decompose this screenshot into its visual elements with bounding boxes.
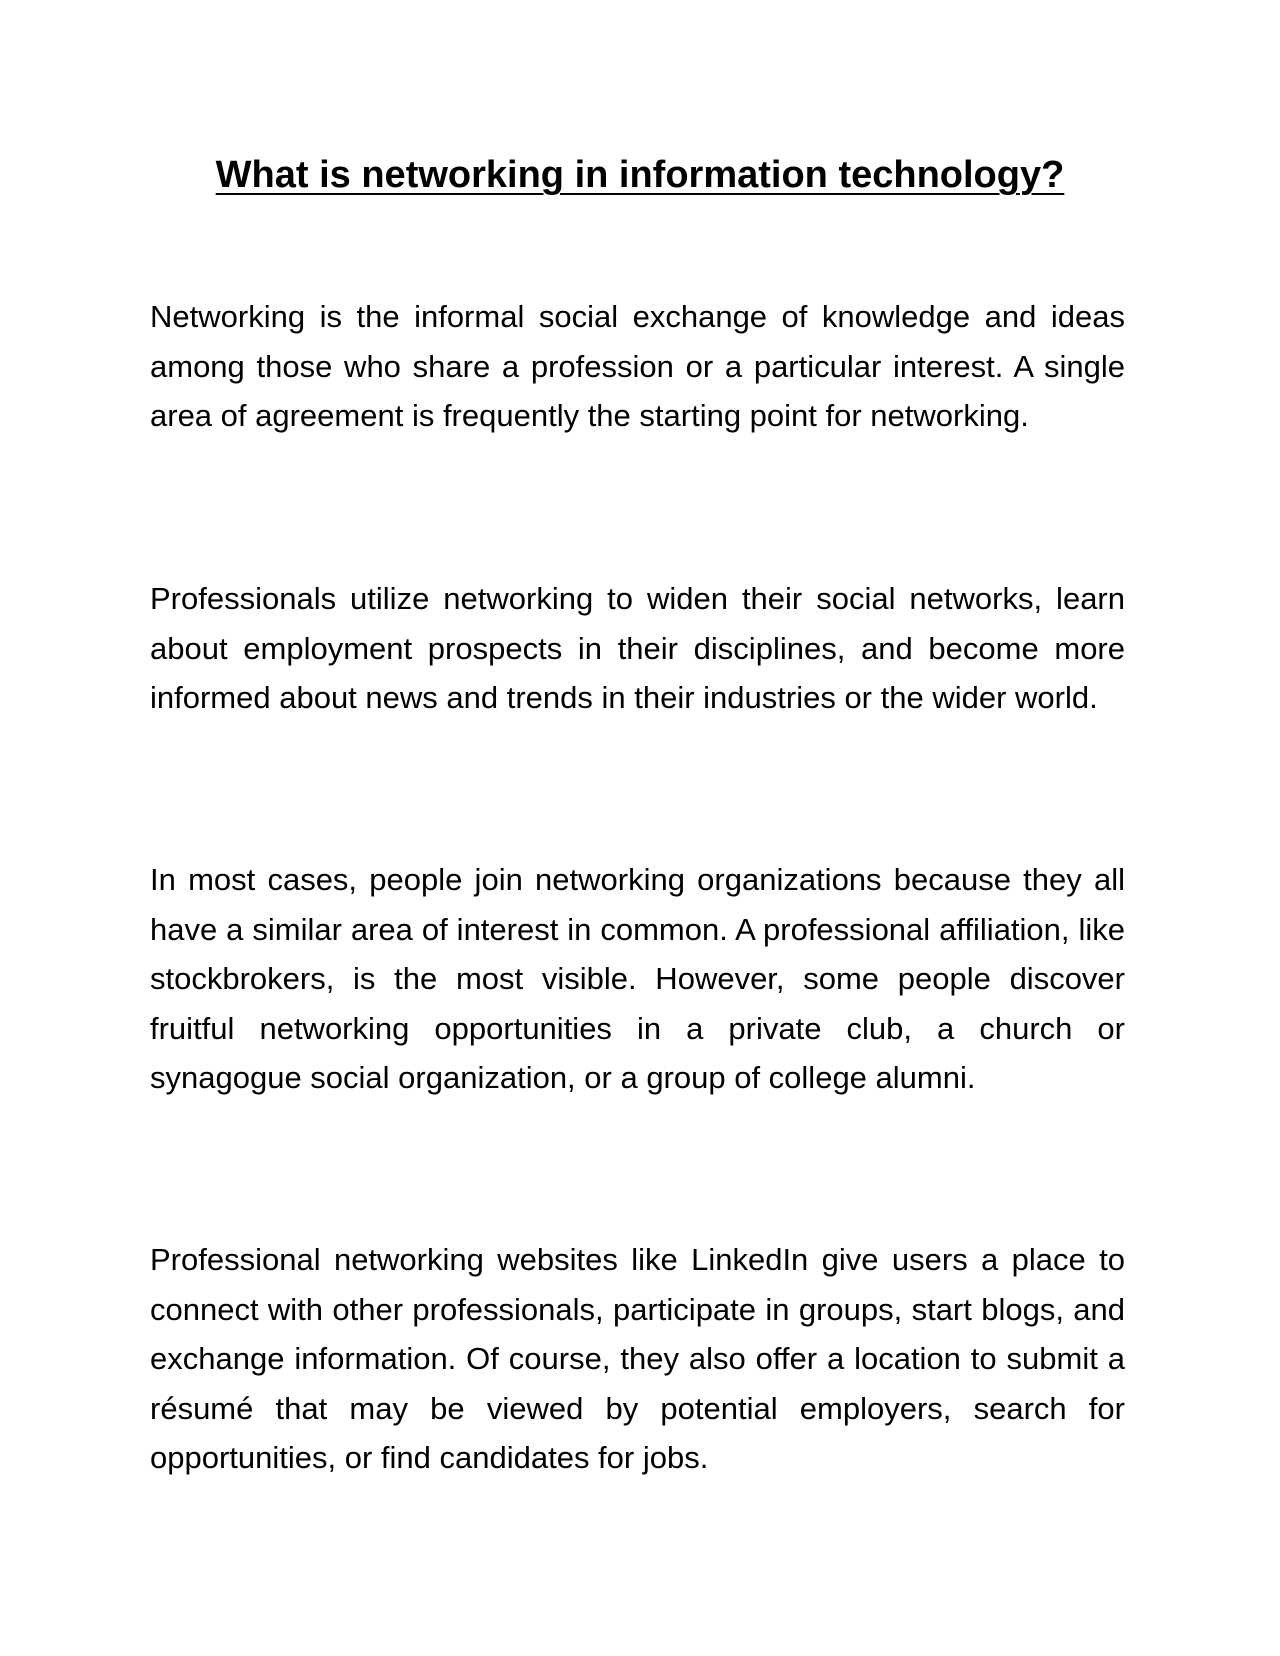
paragraph-networking-websites: Professional networking websites like LinkedIn give users a place to connect with other professionals, participate in groups, start blogs, and exchange information. Of course, they also offer a location to submit a résumé that may be viewed by potential employers, search for opportunities, or find candidates for jobs.: [150, 1242, 1125, 1475]
paragraph-networking-organizations: In most cases, people join networking organizations because they all have a similar area of interest in common. A professional affiliation, like stockbrokers, is the most visible. However, some people discover fruitful networking opportunities in a private club, a church or synagogue social organization, or a group of college alumni.: [150, 862, 1125, 1095]
paragraph-networking-definition: Networking is the informal social exchange of knowledge and ideas among those who share a profession or a particular interest. A single area of agreement is frequently the starting point for networking.: [150, 299, 1125, 433]
paragraph-professionals-usage: Professionals utilize networking to widen their social networks, learn about employment prospects in their disciplines, and become more informed about news and trends in their industries or the wider world.: [150, 581, 1125, 715]
document-title: What is networking in information technology?: [215, 154, 1065, 196]
